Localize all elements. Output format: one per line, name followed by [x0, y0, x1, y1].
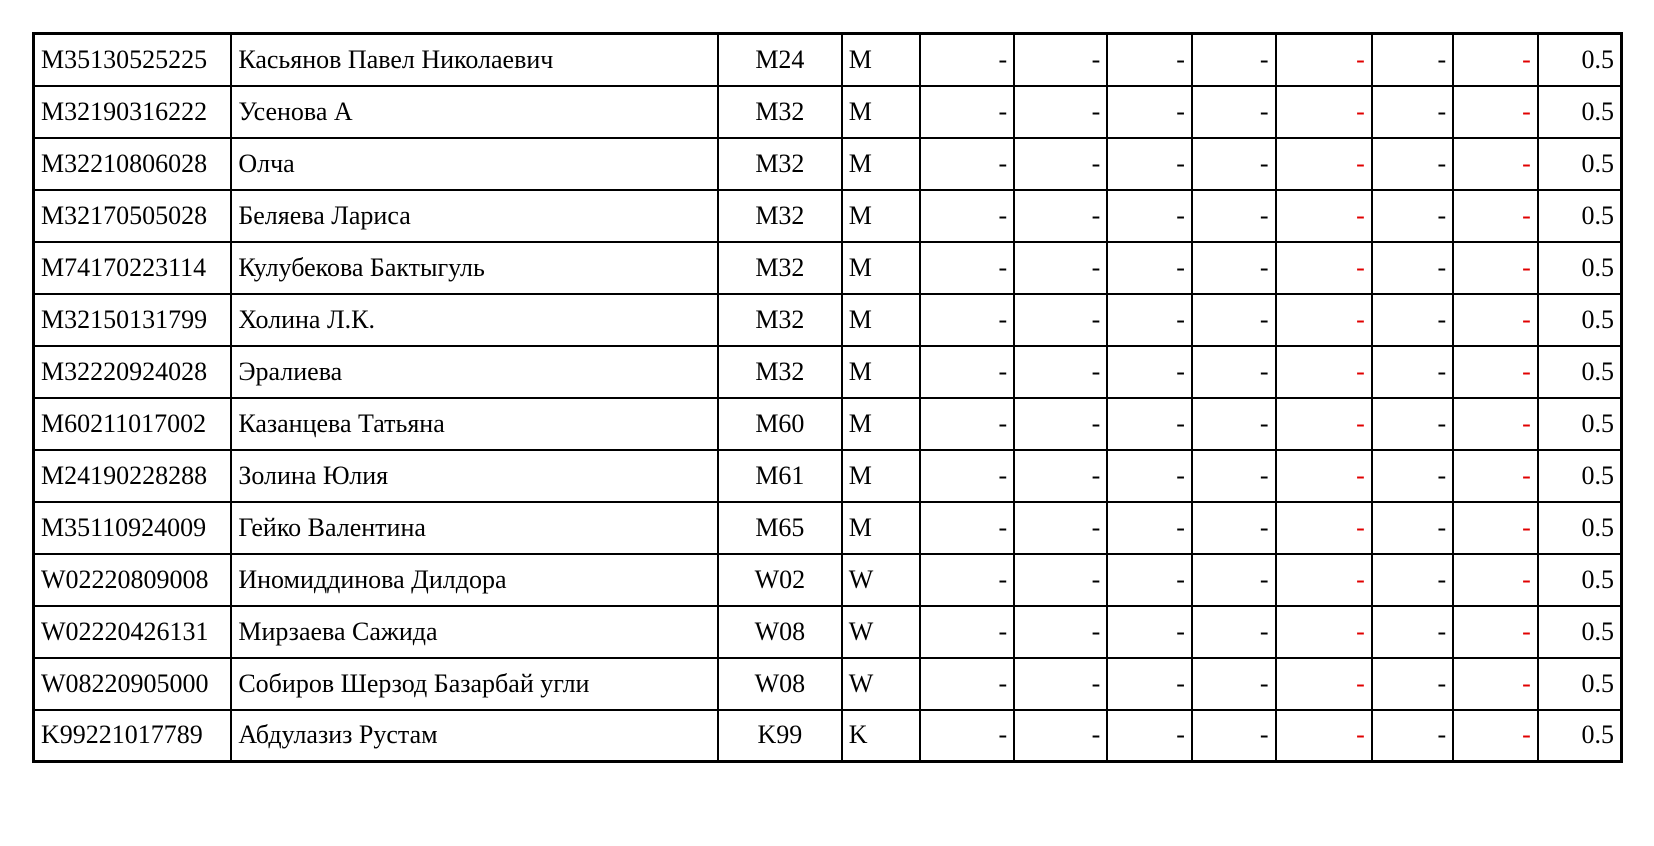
result-cell-7: -	[1453, 138, 1538, 190]
table-row	[34, 658, 1622, 710]
table-row	[34, 606, 1622, 658]
result-cell-2: -	[1014, 34, 1107, 86]
result-cell-5: -	[1276, 554, 1372, 606]
category-cell: M	[842, 34, 920, 86]
table-row	[34, 450, 1622, 502]
score-cell: 0.5	[1538, 294, 1622, 346]
result-cell-5: -	[1276, 190, 1372, 242]
result-cell-4: -	[1192, 190, 1276, 242]
category-cell: M	[842, 190, 920, 242]
result-cell-1: -	[920, 86, 1014, 138]
participant-id-cell: M32190316222	[34, 86, 232, 138]
result-cell-3: -	[1107, 658, 1192, 710]
participant-name-cell: Золина Юлия	[231, 450, 718, 502]
result-cell-4: -	[1192, 86, 1276, 138]
participant-name-cell: Эралиева	[231, 346, 718, 398]
result-cell-6: -	[1372, 710, 1453, 762]
result-cell-4: -	[1192, 242, 1276, 294]
result-cell-4: -	[1192, 34, 1276, 86]
score-cell: 0.5	[1538, 34, 1622, 86]
result-cell-2: -	[1014, 710, 1107, 762]
score-cell: 0.5	[1538, 86, 1622, 138]
result-cell-5: -	[1276, 86, 1372, 138]
result-cell-4: -	[1192, 606, 1276, 658]
participant-name-cell: Усенова А	[231, 86, 718, 138]
result-cell-2: -	[1014, 398, 1107, 450]
participant-name-cell: Собиров Шерзод Базарбай угли	[231, 658, 718, 710]
table-row	[34, 294, 1622, 346]
result-cell-5: -	[1276, 242, 1372, 294]
result-cell-6: -	[1372, 658, 1453, 710]
result-cell-5: -	[1276, 502, 1372, 554]
result-cell-7: -	[1453, 34, 1538, 86]
result-cell-6: -	[1372, 398, 1453, 450]
result-cell-6: -	[1372, 190, 1453, 242]
result-cell-7: -	[1453, 190, 1538, 242]
result-cell-2: -	[1014, 502, 1107, 554]
result-cell-1: -	[920, 658, 1014, 710]
result-cell-3: -	[1107, 190, 1192, 242]
result-cell-4: -	[1192, 294, 1276, 346]
result-cell-4: -	[1192, 554, 1276, 606]
result-cell-1: -	[920, 242, 1014, 294]
result-cell-3: -	[1107, 294, 1192, 346]
result-cell-7: -	[1453, 398, 1538, 450]
participant-name-cell: Иномиддинова Дилдора	[231, 554, 718, 606]
participant-id-cell: M32210806028	[34, 138, 232, 190]
score-cell: 0.5	[1538, 398, 1622, 450]
result-cell-5: -	[1276, 658, 1372, 710]
result-cell-6: -	[1372, 346, 1453, 398]
score-cell: 0.5	[1538, 138, 1622, 190]
result-cell-4: -	[1192, 502, 1276, 554]
table-body	[34, 34, 1622, 762]
result-cell-5: -	[1276, 294, 1372, 346]
result-cell-3: -	[1107, 346, 1192, 398]
result-cell-2: -	[1014, 606, 1107, 658]
result-cell-4: -	[1192, 450, 1276, 502]
result-cell-7: -	[1453, 242, 1538, 294]
score-cell: 0.5	[1538, 710, 1622, 762]
result-cell-6: -	[1372, 294, 1453, 346]
result-cell-1: -	[920, 554, 1014, 606]
category-cell: K	[842, 710, 920, 762]
category-cell: M	[842, 138, 920, 190]
group-code-cell: W08	[718, 658, 842, 710]
result-cell-3: -	[1107, 34, 1192, 86]
participant-name-cell: Кулубекова Бактыгуль	[231, 242, 718, 294]
score-cell: 0.5	[1538, 502, 1622, 554]
result-cell-6: -	[1372, 34, 1453, 86]
result-cell-5: -	[1276, 34, 1372, 86]
participant-name-cell: Касьянов Павел Николаевич	[231, 34, 718, 86]
result-cell-2: -	[1014, 242, 1107, 294]
result-cell-7: -	[1453, 86, 1538, 138]
group-code-cell: W02	[718, 554, 842, 606]
result-cell-2: -	[1014, 450, 1107, 502]
result-cell-1: -	[920, 138, 1014, 190]
result-cell-3: -	[1107, 710, 1192, 762]
result-cell-5: -	[1276, 450, 1372, 502]
category-cell: M	[842, 242, 920, 294]
group-code-cell: K99	[718, 710, 842, 762]
result-cell-7: -	[1453, 658, 1538, 710]
result-cell-7: -	[1453, 710, 1538, 762]
participant-id-cell: M74170223114	[34, 242, 232, 294]
category-cell: M	[842, 450, 920, 502]
table-row	[34, 502, 1622, 554]
result-cell-2: -	[1014, 294, 1107, 346]
result-cell-3: -	[1107, 242, 1192, 294]
result-cell-2: -	[1014, 554, 1107, 606]
score-cell: 0.5	[1538, 346, 1622, 398]
result-cell-5: -	[1276, 710, 1372, 762]
participant-name-cell: Беляева Лариса	[231, 190, 718, 242]
category-cell: M	[842, 86, 920, 138]
participant-id-cell: K99221017789	[34, 710, 232, 762]
result-cell-7: -	[1453, 346, 1538, 398]
group-code-cell: M32	[718, 138, 842, 190]
result-cell-6: -	[1372, 502, 1453, 554]
result-cell-5: -	[1276, 346, 1372, 398]
result-cell-3: -	[1107, 502, 1192, 554]
table-row	[34, 346, 1622, 398]
result-cell-6: -	[1372, 242, 1453, 294]
group-code-cell: W08	[718, 606, 842, 658]
participant-name-cell: Мирзаева Сажида	[231, 606, 718, 658]
result-cell-1: -	[920, 190, 1014, 242]
result-cell-1: -	[920, 450, 1014, 502]
score-cell: 0.5	[1538, 554, 1622, 606]
result-cell-4: -	[1192, 658, 1276, 710]
result-cell-2: -	[1014, 86, 1107, 138]
result-cell-6: -	[1372, 86, 1453, 138]
result-cell-3: -	[1107, 86, 1192, 138]
result-cell-7: -	[1453, 554, 1538, 606]
participant-name-cell: Абдулазиз Рустам	[231, 710, 718, 762]
result-cell-5: -	[1276, 398, 1372, 450]
category-cell: W	[842, 606, 920, 658]
result-cell-3: -	[1107, 398, 1192, 450]
result-cell-4: -	[1192, 346, 1276, 398]
result-cell-6: -	[1372, 138, 1453, 190]
group-code-cell: M65	[718, 502, 842, 554]
score-cell: 0.5	[1538, 190, 1622, 242]
group-code-cell: M32	[718, 294, 842, 346]
result-cell-3: -	[1107, 606, 1192, 658]
result-cell-6: -	[1372, 606, 1453, 658]
result-cell-2: -	[1014, 346, 1107, 398]
participant-id-cell: W02220809008	[34, 554, 232, 606]
participant-id-cell: M60211017002	[34, 398, 232, 450]
score-cell: 0.5	[1538, 658, 1622, 710]
participant-name-cell: Холина Л.К.	[231, 294, 718, 346]
result-cell-5: -	[1276, 606, 1372, 658]
result-cell-1: -	[920, 502, 1014, 554]
result-cell-4: -	[1192, 138, 1276, 190]
result-cell-3: -	[1107, 450, 1192, 502]
group-code-cell: M32	[718, 86, 842, 138]
score-cell: 0.5	[1538, 450, 1622, 502]
result-cell-7: -	[1453, 294, 1538, 346]
table-row	[34, 398, 1622, 450]
result-cell-1: -	[920, 294, 1014, 346]
result-cell-7: -	[1453, 450, 1538, 502]
participant-id-cell: M35110924009	[34, 502, 232, 554]
participant-id-cell: M32170505028	[34, 190, 232, 242]
group-code-cell: M32	[718, 346, 842, 398]
result-cell-1: -	[920, 398, 1014, 450]
group-code-cell: M32	[718, 190, 842, 242]
group-code-cell: M61	[718, 450, 842, 502]
result-cell-1: -	[920, 710, 1014, 762]
participant-id-cell: W08220905000	[34, 658, 232, 710]
participant-id-cell: M35130525225	[34, 34, 232, 86]
participant-id-cell: M32220924028	[34, 346, 232, 398]
category-cell: W	[842, 658, 920, 710]
result-cell-2: -	[1014, 138, 1107, 190]
group-code-cell: M32	[718, 242, 842, 294]
result-cell-4: -	[1192, 398, 1276, 450]
participant-id-cell: W02220426131	[34, 606, 232, 658]
score-cell: 0.5	[1538, 606, 1622, 658]
table-row	[34, 138, 1622, 190]
category-cell: M	[842, 398, 920, 450]
table-row	[34, 554, 1622, 606]
score-cell: 0.5	[1538, 242, 1622, 294]
result-cell-4: -	[1192, 710, 1276, 762]
result-cell-1: -	[920, 346, 1014, 398]
result-cell-7: -	[1453, 502, 1538, 554]
result-cell-1: -	[920, 34, 1014, 86]
category-cell: M	[842, 294, 920, 346]
result-cell-6: -	[1372, 450, 1453, 502]
result-cell-2: -	[1014, 658, 1107, 710]
group-code-cell: M24	[718, 34, 842, 86]
result-cell-3: -	[1107, 138, 1192, 190]
table-row	[34, 86, 1622, 138]
table-row	[34, 242, 1622, 294]
result-cell-1: -	[920, 606, 1014, 658]
participant-id-cell: M32150131799	[34, 294, 232, 346]
group-code-cell: M60	[718, 398, 842, 450]
participant-name-cell: Казанцева Татьяна	[231, 398, 718, 450]
category-cell: W	[842, 554, 920, 606]
result-cell-5: -	[1276, 138, 1372, 190]
participant-name-cell: Гейко Валентина	[231, 502, 718, 554]
table-row	[34, 190, 1622, 242]
result-cell-2: -	[1014, 190, 1107, 242]
results-table	[32, 32, 1623, 763]
result-cell-6: -	[1372, 554, 1453, 606]
category-cell: M	[842, 502, 920, 554]
category-cell: M	[842, 346, 920, 398]
result-cell-3: -	[1107, 554, 1192, 606]
result-cell-7: -	[1453, 606, 1538, 658]
participant-name-cell: Олча	[231, 138, 718, 190]
participant-id-cell: M24190228288	[34, 450, 232, 502]
table-row	[34, 34, 1622, 86]
table-row	[34, 710, 1622, 762]
